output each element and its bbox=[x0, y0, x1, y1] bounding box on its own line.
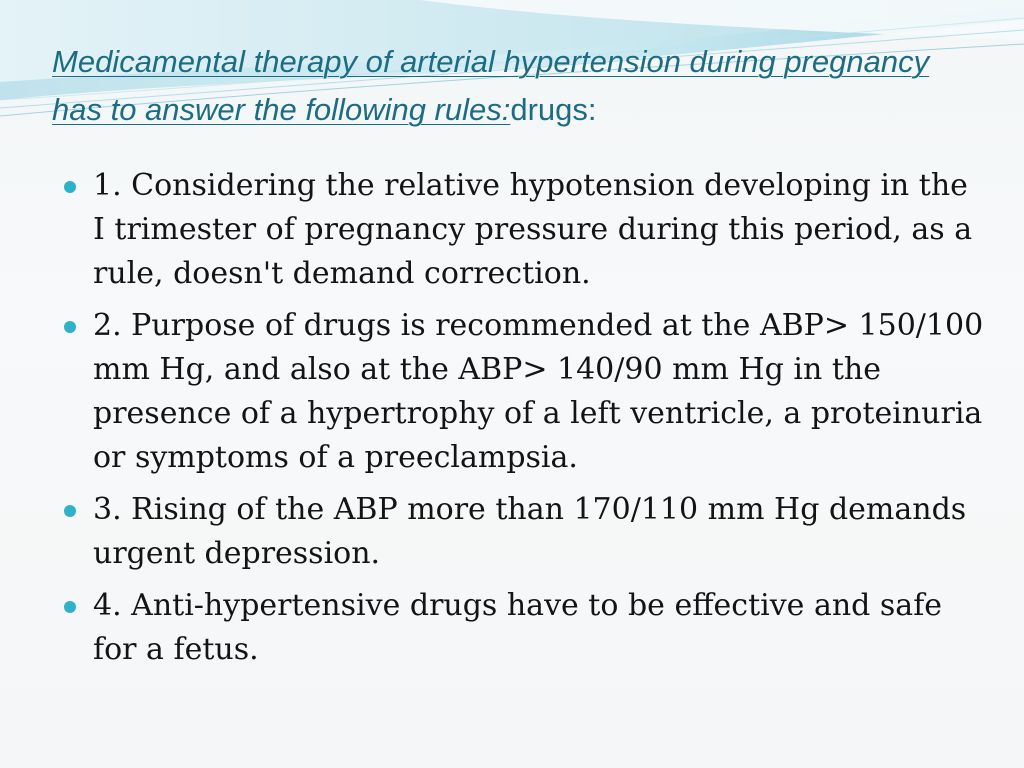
slide-title-italic: Medicamental therapy of arterial hypertension during pregnancy has to answer the following rules: bbox=[52, 44, 930, 127]
bullet-text-4: 4. Anti-hypertensive drugs have to be effective and safe for a fetus. bbox=[93, 588, 943, 667]
bullet-text-3: 3. Rising of the ABP more than 170/110 mm Hg demands urgent depression. bbox=[93, 492, 967, 571]
bullet-dot-icon bbox=[64, 181, 76, 193]
slide-title-suffix: drugs: bbox=[510, 92, 597, 127]
bullet-text-2: 2. Purpose of drugs is recommended at the ABP> 150/100 mm Hg, and also at the ABP> 140/90 mm Hg in the presence of a hypertrophy of a left ventricle, a proteinuria or symptoms of a preeclampsia. bbox=[93, 308, 984, 475]
bullet-dot-icon bbox=[64, 601, 76, 613]
bullet-item-2 bbox=[64, 304, 984, 480]
bullet-list bbox=[64, 164, 984, 680]
bullet-text-1: 1. Considering the relative hypotension developing in the I trimester of pregnancy pressure during this period, as a rule, doesn't demand correction. bbox=[93, 168, 973, 291]
bullet-item-3 bbox=[64, 488, 984, 576]
bullet-item-4 bbox=[64, 584, 984, 672]
bullet-dot-icon bbox=[64, 321, 76, 333]
slide-title bbox=[52, 38, 952, 134]
bullet-item-1 bbox=[64, 164, 984, 296]
bullet-dot-icon bbox=[64, 505, 76, 517]
